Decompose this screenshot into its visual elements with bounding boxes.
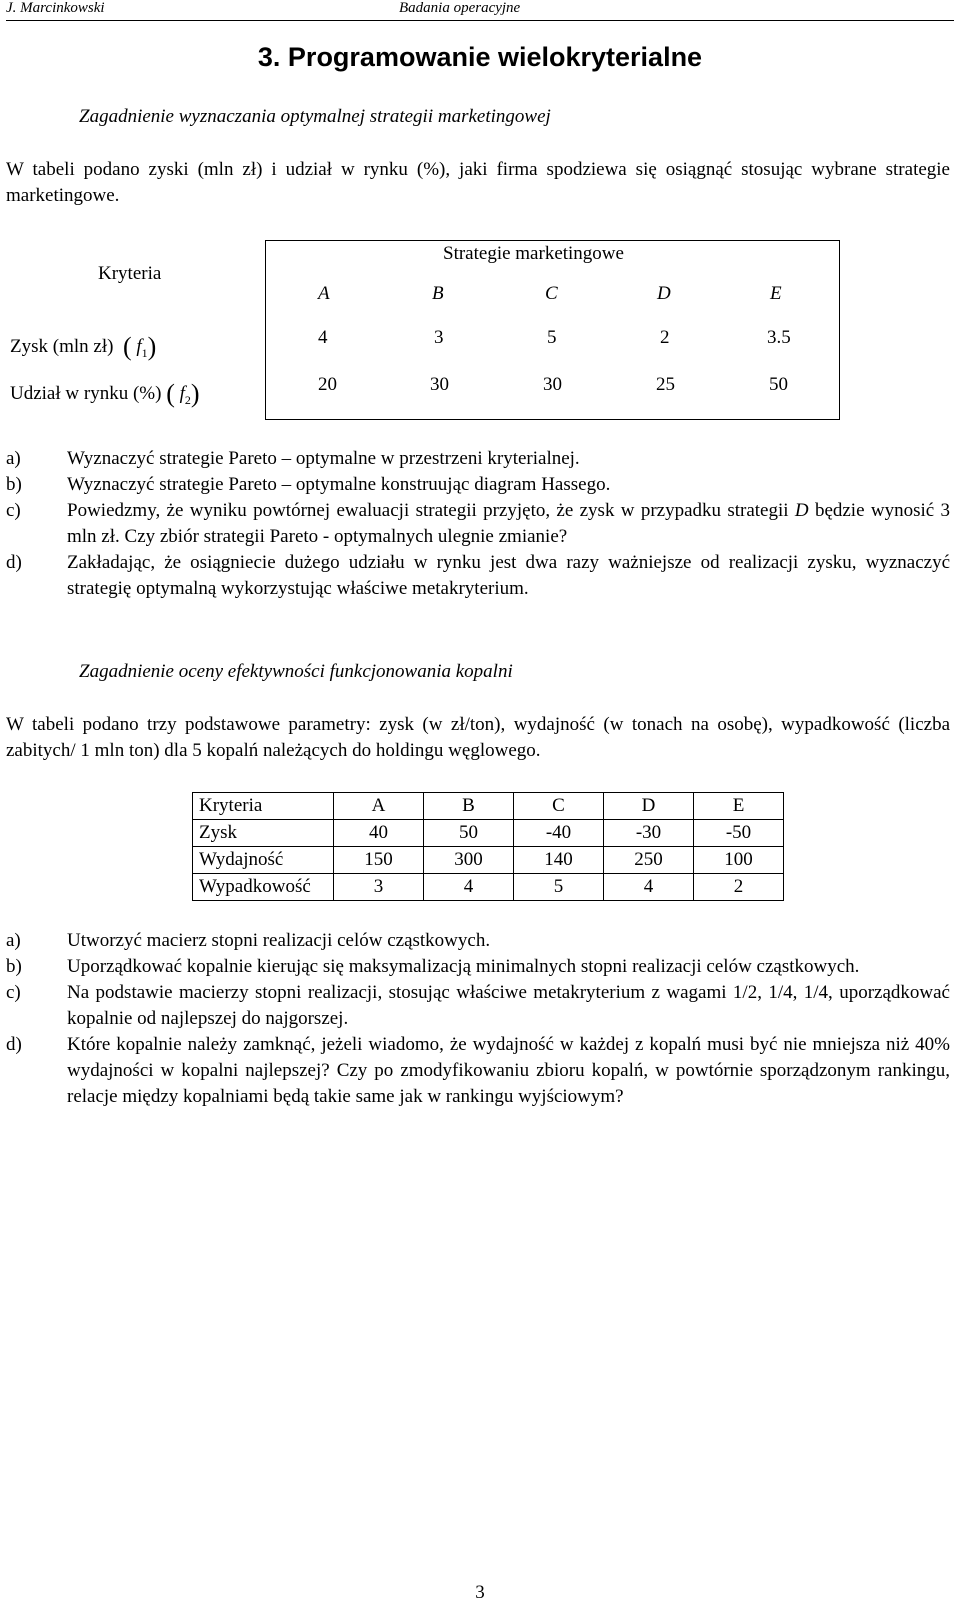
task-item [6,1032,950,1110]
table-cell: -30 [604,820,694,847]
task-text: Wyznaczyć strategie Pareto – optymalne w przestrzeni kryterialnej. [67,448,580,469]
row-zysk-d: 2 [660,327,670,348]
task-text: Wyznaczyć strategie Pareto – optymalne konstruując diagram Hassego. [67,474,611,495]
task-label: a) [6,448,21,469]
section1-heading: Zagadnienie wyznaczania optymalnej strategii marketingowej [79,106,551,127]
table-row [193,874,784,901]
header-cell: C [514,793,604,820]
row-label-cell: Wypadkowość [193,874,334,901]
row-zysk-label: Zysk (mln zł) ( $f_1$) [10,332,157,361]
table-cell: 140 [514,847,604,874]
table-row [193,847,784,874]
row-udzial-d: 25 [656,374,675,395]
f2-subscript: 2 [184,392,191,407]
task-item [6,472,950,498]
task-label: d) [6,552,22,573]
task-text: Utworzyć macierz stopni realizacji celów cząstkowych. [67,930,491,951]
row-zysk-c: 5 [547,327,557,348]
task-text: Uporządkować kopalnie kierując się maksymalizacją minimalnych stopni realizacji celów cząstkowych. [67,956,860,977]
strategy-c-header: C [545,283,558,304]
row-udzial-c: 30 [543,374,562,395]
header-cell: Kryteria [193,793,334,820]
task-text: Powiedzmy, że wyniku powtórnej ewaluacji strategii przyjęto, że zysk w przypadku strategii [67,500,789,521]
task-item [6,550,950,602]
task-label: d) [6,1034,22,1055]
row-label-cell: Zysk [193,820,334,847]
row-zysk-b: 3 [434,327,444,348]
table-cell: 50 [424,820,514,847]
section1-tasks [6,446,950,602]
section2-intro: W tabeli podano trzy podstawowe parametry: zysk (w zł/ton), wydajność (w tonach na osobę), wypadkowość (liczba zabitych/ 1 mln ton) dla 5 kopalń należących do holdingu węglowego. [6,714,950,761]
table-cell: 5 [514,874,604,901]
task-label: a) [6,930,21,951]
task-item [6,446,950,472]
table-row [193,820,784,847]
strategies-header: Strategie marketingowe [443,243,624,264]
row-zysk-label-text: Zysk (mln zł) [10,336,114,357]
mines-table [192,792,784,901]
row-udzial-a: 20 [318,374,337,395]
section1-intro: W tabeli podano zyski (mln zł) i udział w rynku (%), jaki firma spodziewa się osiągnąć stosując wybrane strategie marketingowe. [6,159,950,206]
header-author: J. Marcinkowski [6,0,105,16]
row-udzial-b: 30 [430,374,449,395]
table-header-row [193,793,784,820]
table-cell: 250 [604,847,694,874]
table-cell: 100 [694,847,784,874]
table-cell: 4 [424,874,514,901]
task-label: b) [6,956,22,977]
header-course: Badania operacyjne [399,0,521,16]
f2-symbol: f [179,383,185,404]
row-zysk-a: 4 [318,327,328,348]
f1-symbol: f [136,336,142,357]
table-cell: 2 [694,874,784,901]
task-item [6,498,950,550]
header-rule [6,20,954,21]
row-label-cell: Wydajność [193,847,334,874]
task-label: c) [6,500,21,521]
task-text: Na podstawie macierzy stopni realizacji, stosując właściwe metakryterium z wagami 1/2, 1/4, 1/4, uporządkować kopalnie od najlepszej do najgorszej. [67,982,950,1029]
header-cell: A [334,793,424,820]
table-cell: 150 [334,847,424,874]
section2-tasks [6,928,950,1110]
table-cell: 3 [334,874,424,901]
strategy-d-header: D [657,283,671,304]
header-cell: D [604,793,694,820]
section2-heading: Zagadnienie oceny efektywności funkcjonowania kopalni [79,661,513,682]
row-udzial-e: 50 [769,374,788,395]
table-cell: -50 [694,820,784,847]
header-cell: B [424,793,514,820]
table-cell: 4 [604,874,694,901]
table-cell: 40 [334,820,424,847]
task-label: b) [6,474,22,495]
header-cell: E [694,793,784,820]
task-text-continued: będzie wynosić 3 mln zł. Czy zbiór strategii Pareto - optymalnych ulegnie zmianie? [67,500,950,547]
f1-subscript: 1 [141,345,148,360]
strategy-d-symbol: D [794,500,809,521]
table-cell: -40 [514,820,604,847]
table-cell: 300 [424,847,514,874]
page-number: 3 [475,1582,485,1603]
task-label: c) [6,982,21,1003]
row-udzial-label: Udział w rynku (%) ( $f_2$) [10,379,200,408]
strategy-e-header: E [770,283,782,304]
task-text: Zakładając, że osiągniecie dużego udziału w rynku jest dwa razy ważniejsze od realizacji zysku, wyznaczyć strategię optymalną wykorzystując właściwe metakryterium. [67,552,950,599]
task-item [6,954,950,980]
task-text: Które kopalnie należy zamknąć, jeżeli wiadomo, że wydajność w każdej z kopalń musi być nie mniejsza niż 40% wydajności w kopalni najlepszej? Czy po zmodyfikowaniu zbioru kopalń, w powtórnie sporządzonym rankingu, relacje między kopalniami będą takie same jak w rankingu wyjściowym? [67,1034,950,1107]
strategy-a-header: A [318,283,330,304]
task-item [6,980,950,1032]
row-udzial-label-text: Udział w rynku (%) [10,383,162,404]
criteria-header: Kryteria [98,263,162,284]
task-item [6,928,950,954]
page-title: 3. Programowanie wielokryterialne [257,42,703,72]
row-zysk-e: 3.5 [767,327,791,348]
strategy-b-header: B [432,283,444,304]
